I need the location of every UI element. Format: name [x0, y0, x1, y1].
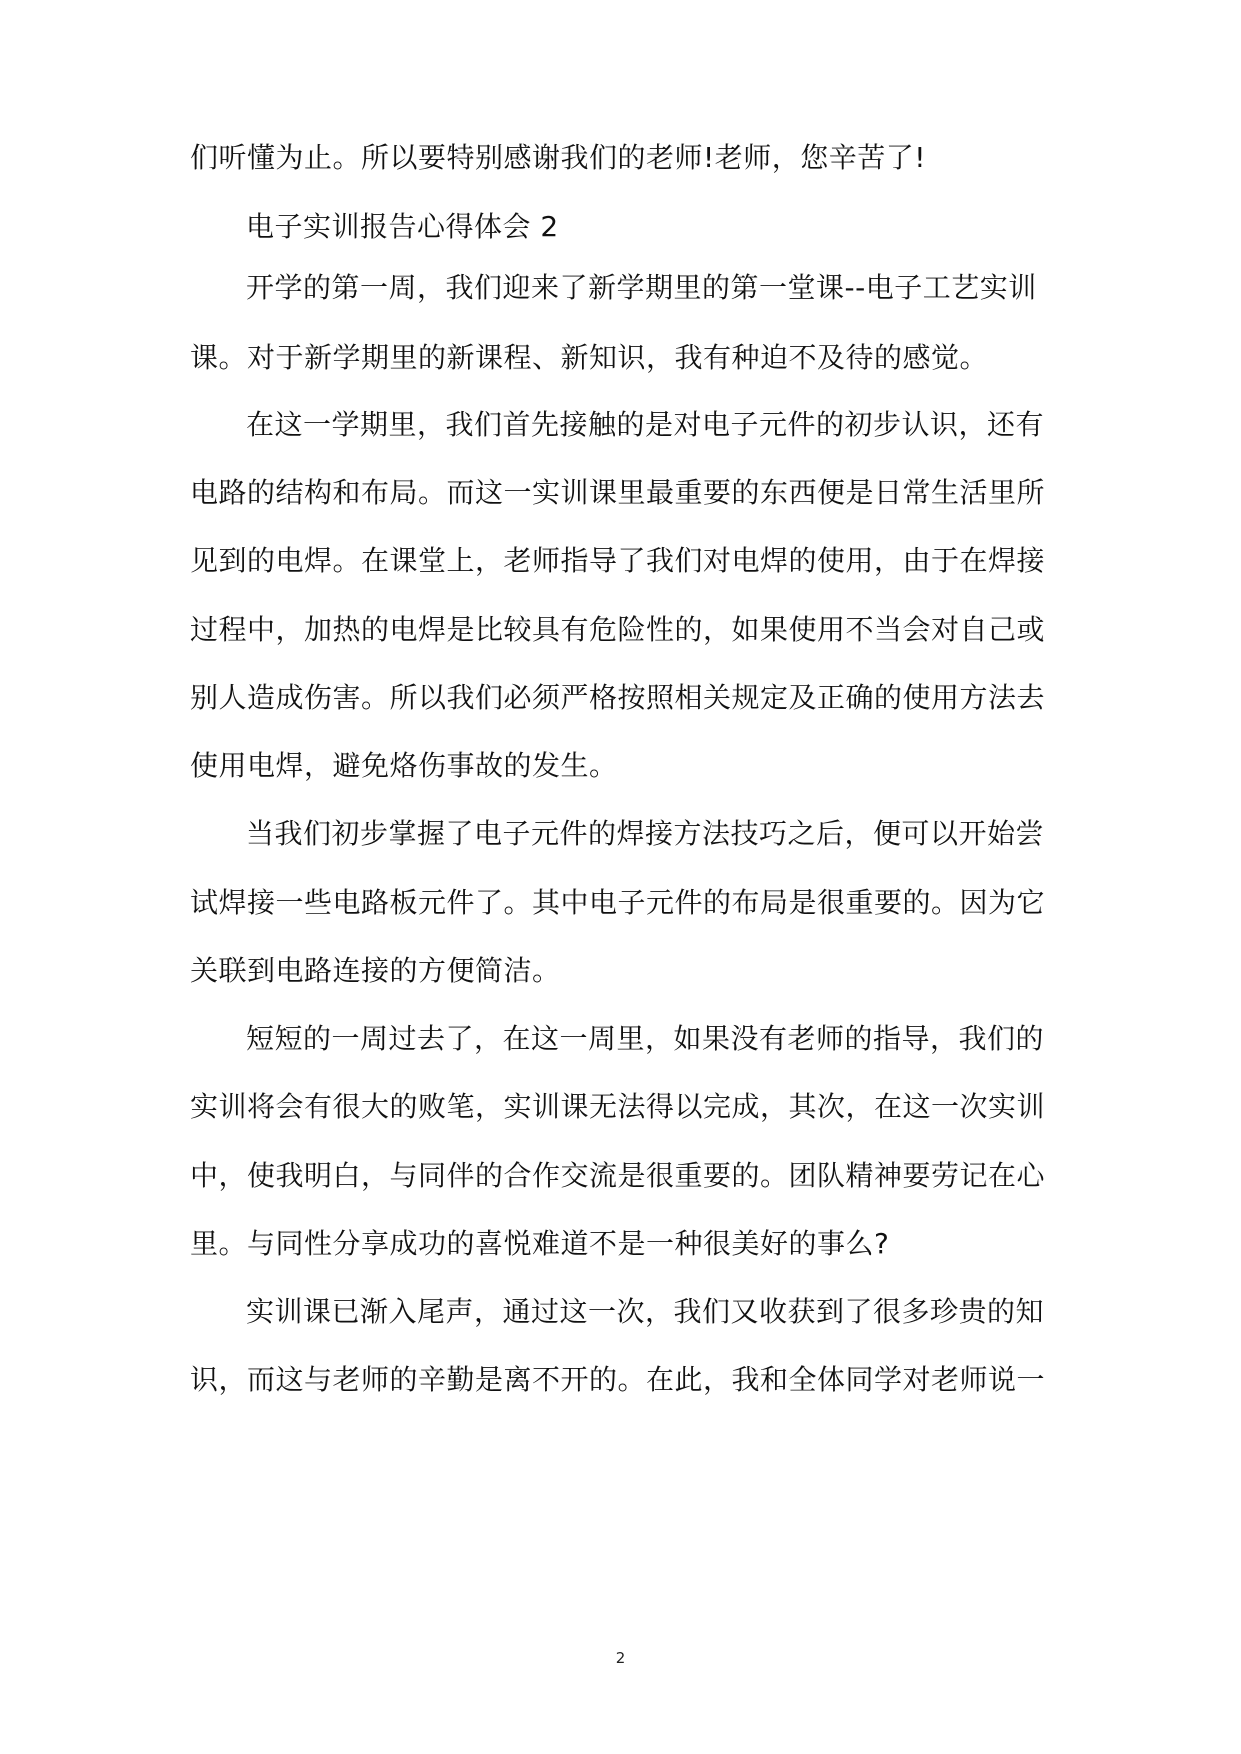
text-line: 实训将会有很大的败笔，实训课无法得以完成，其次，在这一次实训: [190, 1090, 1046, 1123]
text-line: 见到的电焊。在课堂上，老师指导了我们对电焊的使用，由于在焊接: [190, 544, 1046, 577]
text-line: 关联到电路连接的方便简洁。: [190, 954, 561, 987]
text-line: 在这一学期里，我们首先接触的是对电子元件的初步认识，还有: [246, 408, 1045, 441]
page-number: 2: [615, 1649, 626, 1667]
text-line: 当我们初步掌握了电子元件的焊接方法技巧之后，便可以开始尝: [246, 817, 1045, 850]
text-line: 课。对于新学期里的新课程、新知识，我有种迫不及待的感觉。: [190, 341, 989, 374]
text-line: 别人造成伤害。所以我们必须严格按照相关规定及正确的使用方法去: [190, 681, 1046, 714]
text-line: 短短的一周过去了，在这一周里，如果没有老师的指导，我们的: [246, 1022, 1045, 1055]
text-line: 过程中，加热的电焊是比较具有危险性的，如果使用不当会对自己或: [190, 613, 1046, 646]
text-line: 实训课已渐入尾声，通过这一次，我们又收获到了很多珍贵的知: [246, 1295, 1045, 1328]
text-line: 们听懂为止。所以要特别感谢我们的老师!老师，您辛苦了!: [190, 141, 926, 174]
text-line: 里。与同性分享成功的喜悦难道不是一种很美好的事么?: [190, 1227, 890, 1260]
text-line: 使用电焊，避免烙伤事故的发生。: [190, 749, 618, 782]
text-line: 开学的第一周，我们迎来了新学期里的第一堂课--电子工艺实训: [246, 271, 1037, 304]
text-line: 中，使我明白，与同伴的合作交流是很重要的。团队精神要劳记在心: [190, 1159, 1046, 1192]
section-heading: 电子实训报告心得体会 2: [246, 210, 559, 243]
text-line: 电路的结构和布局。而这一实训课里最重要的东西便是日常生活里所: [190, 476, 1046, 509]
text-line: 试焊接一些电路板元件了。其中电子元件的布局是很重要的。因为它: [190, 886, 1046, 919]
text-line: 识，而这与老师的辛勤是离不开的。在此，我和全体同学对老师说一: [190, 1363, 1046, 1396]
